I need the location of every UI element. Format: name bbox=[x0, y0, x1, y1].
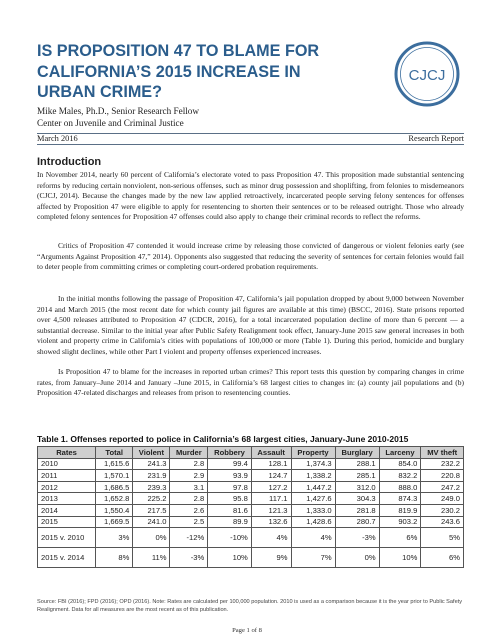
table-cell: 8% bbox=[96, 548, 133, 568]
paragraph: Is Proposition 47 to blame for the increases in reported urban crimes? This report tests this question by comparing changes in crime rates, from January–June 2014 and January –June 2015, in California’s 68 largest cities to changes in: (a) county jail populations and (b) Proposition 47-related discharges and releases from prison to resentencing counties. bbox=[37, 367, 464, 398]
paragraph: In November 2014, nearly 60 percent of California’s electorate voted to pass Proposition 47. This proposition made substantial sentencing reforms by reducing certain nonviolent, non-serious offenses, such as minor drug possession and shoplifting, from felonies to misdemeanors (CJCJ, 2014). Because the changes made by the new law applied retroactively, incarcerated people serving felony sentences for offenses affected by Proposition 47 were eligible to apply for resentencing to shorten their sentences or to be released outright. Those who already completed felony sentences for Proposition 47 offenses could also apply to change their criminal records to reflect the reforms. bbox=[37, 170, 464, 222]
col-header: Murder bbox=[170, 447, 208, 459]
table-row bbox=[38, 548, 464, 568]
table-cell: 0% bbox=[133, 528, 170, 548]
table-cell: 220.8 bbox=[421, 470, 464, 482]
table-cell: 89.9 bbox=[208, 516, 252, 528]
table-cell: 1,570.1 bbox=[96, 470, 133, 482]
table-cell: 285.1 bbox=[335, 470, 379, 482]
col-header: Robbery bbox=[208, 447, 252, 459]
table-cell: 1,550.4 bbox=[96, 504, 133, 516]
col-header: Total bbox=[96, 447, 133, 459]
col-header: Larceny bbox=[379, 447, 421, 459]
table-cell: 280.7 bbox=[335, 516, 379, 528]
table-cell: 99.4 bbox=[208, 458, 252, 470]
logo-text: CJCJ bbox=[408, 67, 446, 84]
table-cell: 1,669.5 bbox=[96, 516, 133, 528]
report-date: March 2016 bbox=[37, 134, 78, 143]
table-row bbox=[38, 504, 464, 516]
table-cell: 1,615.6 bbox=[96, 458, 133, 470]
table-cell: -10% bbox=[208, 528, 252, 548]
table-cell: 231.9 bbox=[133, 470, 170, 482]
table-cell: 304.3 bbox=[335, 493, 379, 505]
col-header: MV theft bbox=[421, 447, 464, 459]
table-cell: 11% bbox=[133, 548, 170, 568]
row-label: 2012 bbox=[38, 481, 96, 493]
page-number: Page 1 of 8 bbox=[232, 627, 262, 634]
table-cell: -3% bbox=[170, 548, 208, 568]
table-cell: 312.0 bbox=[335, 481, 379, 493]
table-cell: 854.0 bbox=[379, 458, 421, 470]
table-cell: 0% bbox=[335, 548, 379, 568]
table-cell: 2.8 bbox=[170, 493, 208, 505]
col-header: Property bbox=[291, 447, 335, 459]
table-cell: 288.1 bbox=[335, 458, 379, 470]
table-row bbox=[38, 470, 464, 482]
report-title: IS PROPOSITION 47 TO BLAME FOR CALIFORNIA’S 2015 INCREASE IN URBAN CRIME? bbox=[37, 42, 320, 101]
table-cell: 6% bbox=[421, 548, 464, 568]
table-cell: 230.2 bbox=[421, 504, 464, 516]
table-cell: 1,447.2 bbox=[291, 481, 335, 493]
table-cell: 5% bbox=[421, 528, 464, 548]
table-cell: 4% bbox=[291, 528, 335, 548]
table-cell: 1,652.8 bbox=[96, 493, 133, 505]
table-cell: 95.8 bbox=[208, 493, 252, 505]
table-cell: 6% bbox=[379, 528, 421, 548]
row-label: 2013 bbox=[38, 493, 96, 505]
table-cell: 10% bbox=[379, 548, 421, 568]
cjcj-logo bbox=[393, 40, 461, 108]
table-row bbox=[38, 516, 464, 528]
table-cell: 243.6 bbox=[421, 516, 464, 528]
col-header: Violent bbox=[133, 447, 170, 459]
table-cell: 888.0 bbox=[379, 481, 421, 493]
table-caption: Table 1. Offenses reported to police in California’s 68 largest cities, January-June 2010-2015 bbox=[37, 434, 409, 444]
table-cell: 3.1 bbox=[170, 481, 208, 493]
table-row bbox=[38, 458, 464, 470]
table-cell: 1,333.0 bbox=[291, 504, 335, 516]
table-cell: 121.3 bbox=[251, 504, 291, 516]
table-cell: 128.1 bbox=[251, 458, 291, 470]
row-label: 2015 v. 2010 bbox=[38, 528, 96, 548]
table-cell: 127.2 bbox=[251, 481, 291, 493]
table-cell: 249.0 bbox=[421, 493, 464, 505]
table-cell: 2.9 bbox=[170, 470, 208, 482]
table-header-row bbox=[38, 447, 464, 459]
table-cell: 2.6 bbox=[170, 504, 208, 516]
table-cell: 247.2 bbox=[421, 481, 464, 493]
table-cell: 10% bbox=[208, 548, 252, 568]
table-body bbox=[38, 458, 464, 568]
table-cell: 832.2 bbox=[379, 470, 421, 482]
table-source-note: Source: FBI (2016); FPD (2016); OPD (2016). Note: Rates are calculated per 100,000 population. 2010 is used as a comparison because it is the year prior to Public Safety Realignment. Data for all measures are the most recent as of this publication. bbox=[37, 599, 463, 613]
table-cell: 7% bbox=[291, 548, 335, 568]
table-row bbox=[38, 493, 464, 505]
table-cell: -3% bbox=[335, 528, 379, 548]
author-affiliation: Center on Juvenile and Criminal Justice bbox=[37, 118, 184, 128]
table-cell: 819.9 bbox=[379, 504, 421, 516]
table-cell: 1,686.5 bbox=[96, 481, 133, 493]
table-row bbox=[38, 481, 464, 493]
paragraph: In the initial months following the passage of Proposition 47, California’s jail population dropped by about 9,000 between November 2014 and March 2015 (the most recent date for which county jail figures are available at this time) (BSCC, 2016). State prisons reported over 4,500 releases attributed to Proposition 47 (CDCR, 2016), for a total incarcerated population decline of more than 6 percent — a substantial decrease. Similar to the initial year after Public Safety Realignment took effect, January-June 2015 saw general increases in both violent and property crime in California’s cities with populations of 100,000 or more (Table 1). During this period, homicide and burglary showed slight declines, while other Part I violent and property offenses experienced increases. bbox=[37, 294, 464, 356]
col-header: Burglary bbox=[335, 447, 379, 459]
row-label: 2010 bbox=[38, 458, 96, 470]
table-cell: 132.6 bbox=[251, 516, 291, 528]
crime-rates-table bbox=[37, 446, 464, 568]
table-cell: 97.8 bbox=[208, 481, 252, 493]
header-rule-top bbox=[37, 133, 464, 134]
author-name: Mike Males, Ph.D., Senior Research Fellow bbox=[37, 106, 200, 116]
table-cell: 4% bbox=[251, 528, 291, 548]
col-header: Rates bbox=[38, 447, 96, 459]
table-cell: 1,427.6 bbox=[291, 493, 335, 505]
table-cell: 2.8 bbox=[170, 458, 208, 470]
table-cell: 9% bbox=[251, 548, 291, 568]
table-cell: 1,338.2 bbox=[291, 470, 335, 482]
col-header: Assault bbox=[251, 447, 291, 459]
table-cell: -12% bbox=[170, 528, 208, 548]
table-cell: 239.3 bbox=[133, 481, 170, 493]
table-cell: 217.5 bbox=[133, 504, 170, 516]
report-type: Research Report bbox=[408, 134, 464, 143]
header-rule-bottom bbox=[37, 144, 464, 145]
table-cell: 281.8 bbox=[335, 504, 379, 516]
table-cell: 903.2 bbox=[379, 516, 421, 528]
row-label: 2011 bbox=[38, 470, 96, 482]
author-block bbox=[37, 105, 199, 129]
table-cell: 1,374.3 bbox=[291, 458, 335, 470]
row-label: 2015 bbox=[38, 516, 96, 528]
table-cell: 1,428.6 bbox=[291, 516, 335, 528]
paragraph: Critics of Proposition 47 contended it would increase crime by releasing those convicted of dangerous or violent felonies early (see “Arguments Against Proposition 47,” 2014). Opponents also suggested that reducing the severity of sentences for certain felonies would fail to deter people from committing crimes or completing court-ordered probation requirements. bbox=[37, 241, 464, 272]
table-cell: 241.0 bbox=[133, 516, 170, 528]
table-cell: 2.5 bbox=[170, 516, 208, 528]
table-cell: 241.3 bbox=[133, 458, 170, 470]
table-cell: 3% bbox=[96, 528, 133, 548]
row-label: 2014 bbox=[38, 504, 96, 516]
table-cell: 124.7 bbox=[251, 470, 291, 482]
table-cell: 81.6 bbox=[208, 504, 252, 516]
table-cell: 232.2 bbox=[421, 458, 464, 470]
table-cell: 117.1 bbox=[251, 493, 291, 505]
table-cell: 225.2 bbox=[133, 493, 170, 505]
table-cell: 874.3 bbox=[379, 493, 421, 505]
table-row bbox=[38, 528, 464, 548]
section-heading: Introduction bbox=[37, 156, 102, 168]
table-cell: 93.9 bbox=[208, 470, 252, 482]
row-label: 2015 v. 2014 bbox=[38, 548, 96, 568]
